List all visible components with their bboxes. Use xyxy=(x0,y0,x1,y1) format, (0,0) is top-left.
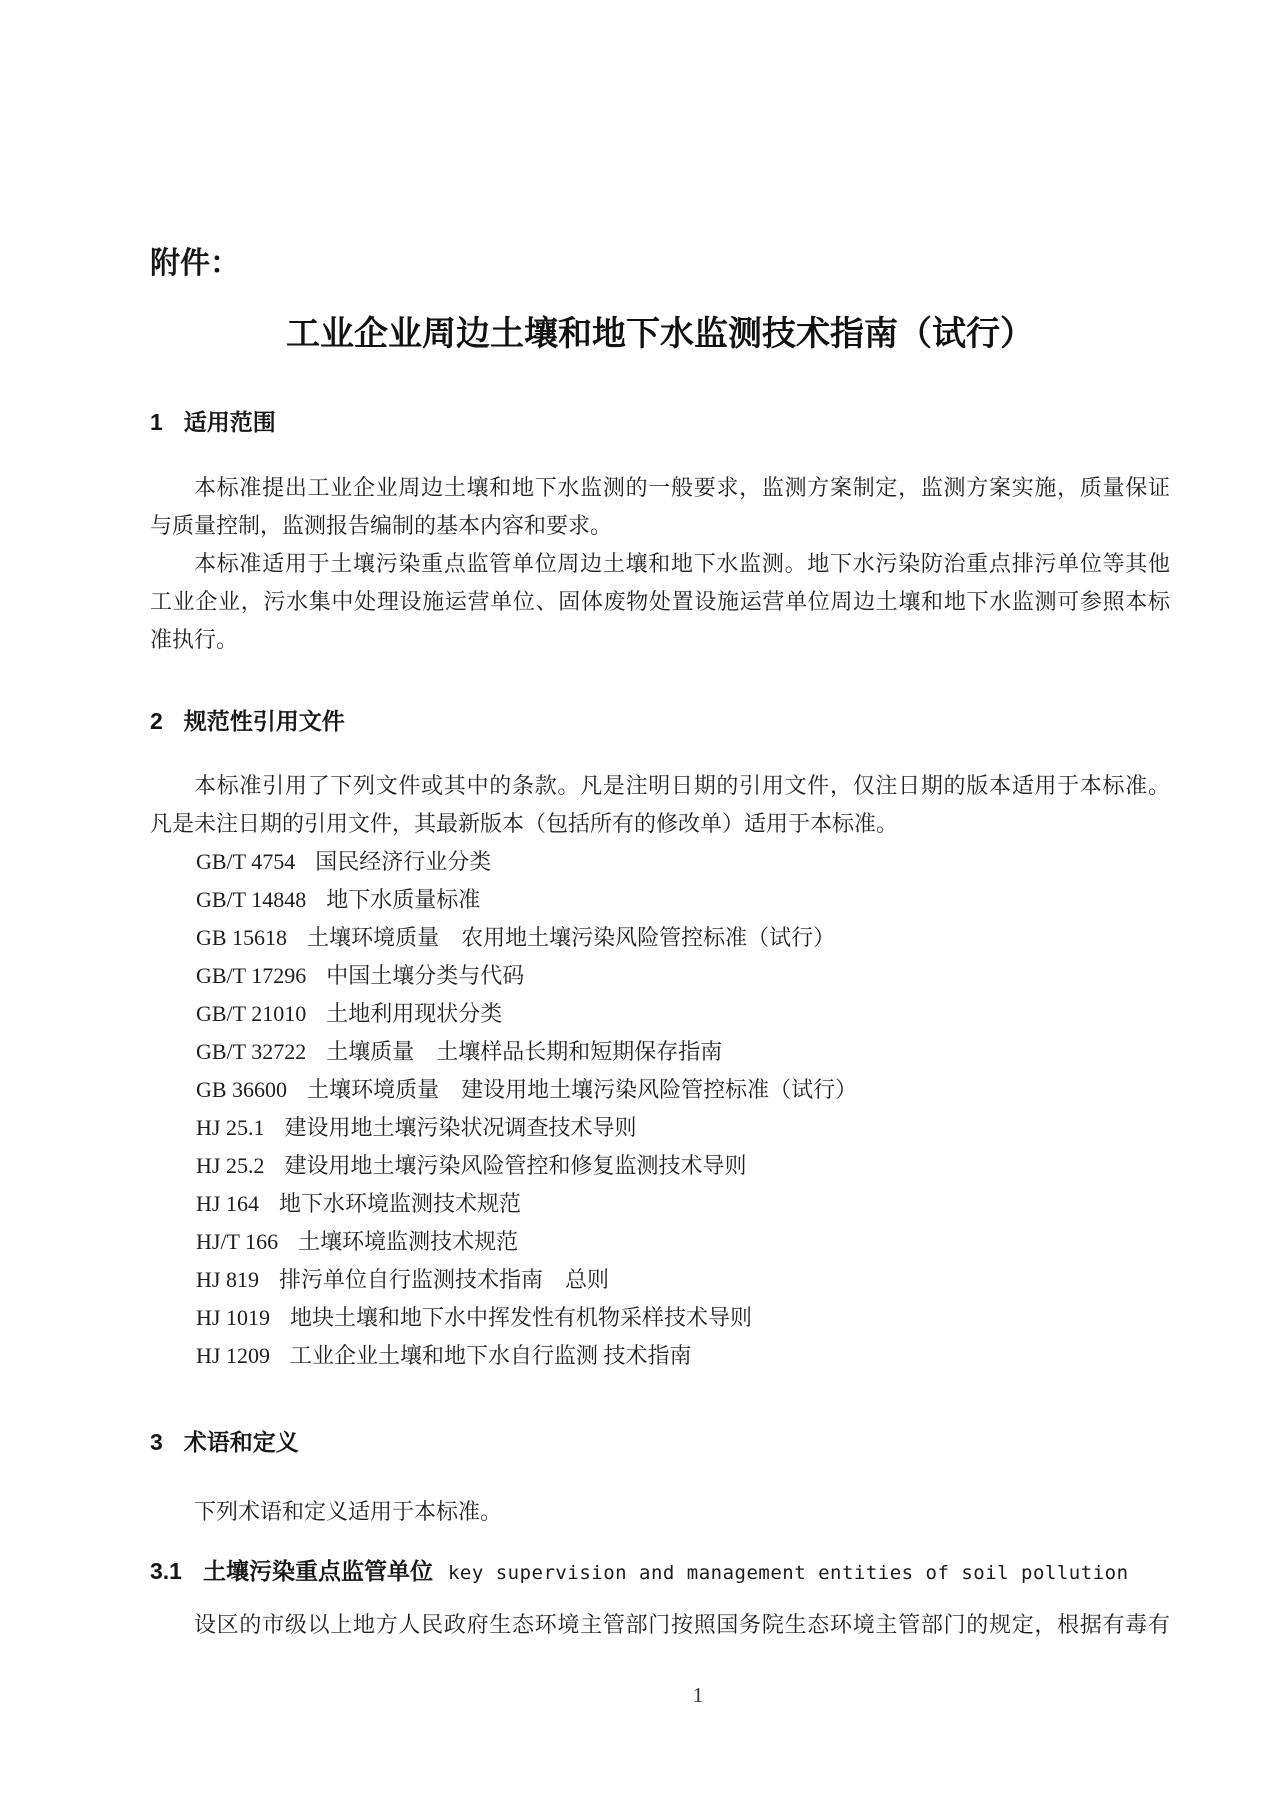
document-content xyxy=(150,0,1170,1644)
reference-title: 排污单位自行监测技术指南 总则 xyxy=(278,1267,609,1292)
section-1-paragraph-1 xyxy=(150,469,1170,545)
reference-item xyxy=(150,919,1170,957)
reference-item xyxy=(150,1185,1170,1223)
reference-title: 建设用地土壤污染风险管控和修复监测技术导则 xyxy=(284,1153,747,1178)
reference-code: GB/T 4754 xyxy=(196,849,296,874)
reference-code: GB/T 14848 xyxy=(196,887,307,912)
section-1-heading xyxy=(150,407,1170,437)
paragraph-line: 本标准提出工业企业周边土壤和地下水监测的一般要求，监测方案制定，监测方案实施，质量保证 xyxy=(194,475,1170,500)
paragraph-line: 本标准引用了下列文件或其中的条款。凡是注明日期的引用文件，仅注日期的版本适用于本标准。 xyxy=(194,773,1170,798)
section-1-number: 1 xyxy=(150,409,163,435)
section-2-number: 2 xyxy=(150,708,163,734)
section-2-intro xyxy=(150,767,1170,843)
reference-title: 土壤质量 土壤样品长期和短期保存指南 xyxy=(326,1039,723,1064)
section-3-heading-text: 术语和定义 xyxy=(183,1429,299,1455)
reference-item xyxy=(150,881,1170,919)
reference-title: 地下水质量标准 xyxy=(326,887,481,912)
reference-title: 土壤环境监测技术规范 xyxy=(298,1229,519,1254)
reference-code: GB 36600 xyxy=(196,1077,288,1102)
reference-code: HJ 1019 xyxy=(196,1305,270,1330)
reference-title: 国民经济行业分类 xyxy=(315,849,492,874)
section-2-heading xyxy=(150,706,1170,736)
reference-code: GB/T 21010 xyxy=(196,1001,307,1026)
section-3-heading xyxy=(150,1427,1170,1457)
reference-title: 土壤环境质量 农用地土壤污染风险管控标准（试行） xyxy=(307,925,836,950)
term-3-1-number: 3.1 xyxy=(150,1558,182,1584)
reference-code: HJ 164 xyxy=(196,1191,259,1216)
reference-code: HJ/T 166 xyxy=(196,1229,279,1254)
reference-item xyxy=(150,1337,1170,1375)
term-3-1-english: key supervision and management entities of soil pollution xyxy=(447,1562,1129,1584)
reference-title: 工业企业土壤和地下水自行监测 技术指南 xyxy=(289,1343,692,1368)
reference-title: 地下水环境监测技术规范 xyxy=(278,1191,521,1216)
section-1-paragraph-2 xyxy=(150,545,1170,659)
reference-item xyxy=(150,1071,1170,1109)
reference-item xyxy=(150,843,1170,881)
footer-page-number: 1 xyxy=(692,1683,704,1707)
reference-code: GB 15618 xyxy=(196,925,288,950)
reference-item xyxy=(150,1033,1170,1071)
section-3-intro xyxy=(150,1493,1170,1531)
reference-code: HJ 819 xyxy=(196,1267,259,1292)
reference-code: HJ 25.1 xyxy=(196,1115,265,1140)
term-3-1-heading xyxy=(150,1556,1170,1588)
reference-item xyxy=(150,1109,1170,1147)
section-1-heading-text: 适用范围 xyxy=(183,409,276,435)
section-3-number: 3 xyxy=(150,1429,163,1455)
reference-code: HJ 1209 xyxy=(196,1343,270,1368)
reference-title: 建设用地土壤污染状况调查技术导则 xyxy=(284,1115,637,1140)
paragraph-line: 凡是未注日期的引用文件，其最新版本（包括所有的修改单）适用于本标准。 xyxy=(150,811,899,836)
attachment-label: 附件： xyxy=(150,247,240,280)
paragraph-line: 下列术语和定义适用于本标准。 xyxy=(194,1499,503,1524)
reference-item xyxy=(150,1299,1170,1337)
reference-code: HJ 25.2 xyxy=(196,1153,265,1178)
normative-references-list xyxy=(150,843,1170,1375)
term-3-1-chinese: 土壤污染重点监管单位 xyxy=(202,1558,433,1584)
reference-title: 土壤环境质量 建设用地土壤污染风险管控标准（试行） xyxy=(307,1077,858,1102)
section-2-heading-text: 规范性引用文件 xyxy=(183,708,345,734)
reference-code: GB/T 17296 xyxy=(196,963,307,988)
paragraph-line: 与质量控制，监测报告编制的基本内容和要求。 xyxy=(150,513,613,538)
paragraph-line: 设区的市级以上地方人民政府生态环境主管部门按照国务院生态环境主管部门的规定，根据有毒有 xyxy=(194,1612,1170,1637)
reference-item xyxy=(150,1147,1170,1185)
reference-item xyxy=(150,995,1170,1033)
paragraph-line: 本标准适用于土壤污染重点监管单位周边土壤和地下水监测。地下水污染防治重点排污单位等其他 xyxy=(194,551,1170,576)
paragraph-line: 工业企业，污水集中处理设施运营单位、固体废物处置设施运营单位周边土壤和地下水监测可参照本标 xyxy=(150,589,1170,614)
reference-item xyxy=(150,1261,1170,1299)
reference-item xyxy=(150,957,1170,995)
paragraph-line: 准执行。 xyxy=(150,627,239,652)
document-title: 工业企业周边土壤和地下水监测技术指南（试行） xyxy=(286,315,1034,353)
reference-title: 中国土壤分类与代码 xyxy=(326,963,525,988)
reference-title: 土地利用现状分类 xyxy=(326,1001,503,1026)
reference-code: GB/T 32722 xyxy=(196,1039,307,1064)
term-3-1-definition xyxy=(150,1606,1170,1644)
reference-item xyxy=(150,1223,1170,1261)
reference-title: 地块土壤和地下水中挥发性有机物采样技术导则 xyxy=(289,1305,752,1330)
